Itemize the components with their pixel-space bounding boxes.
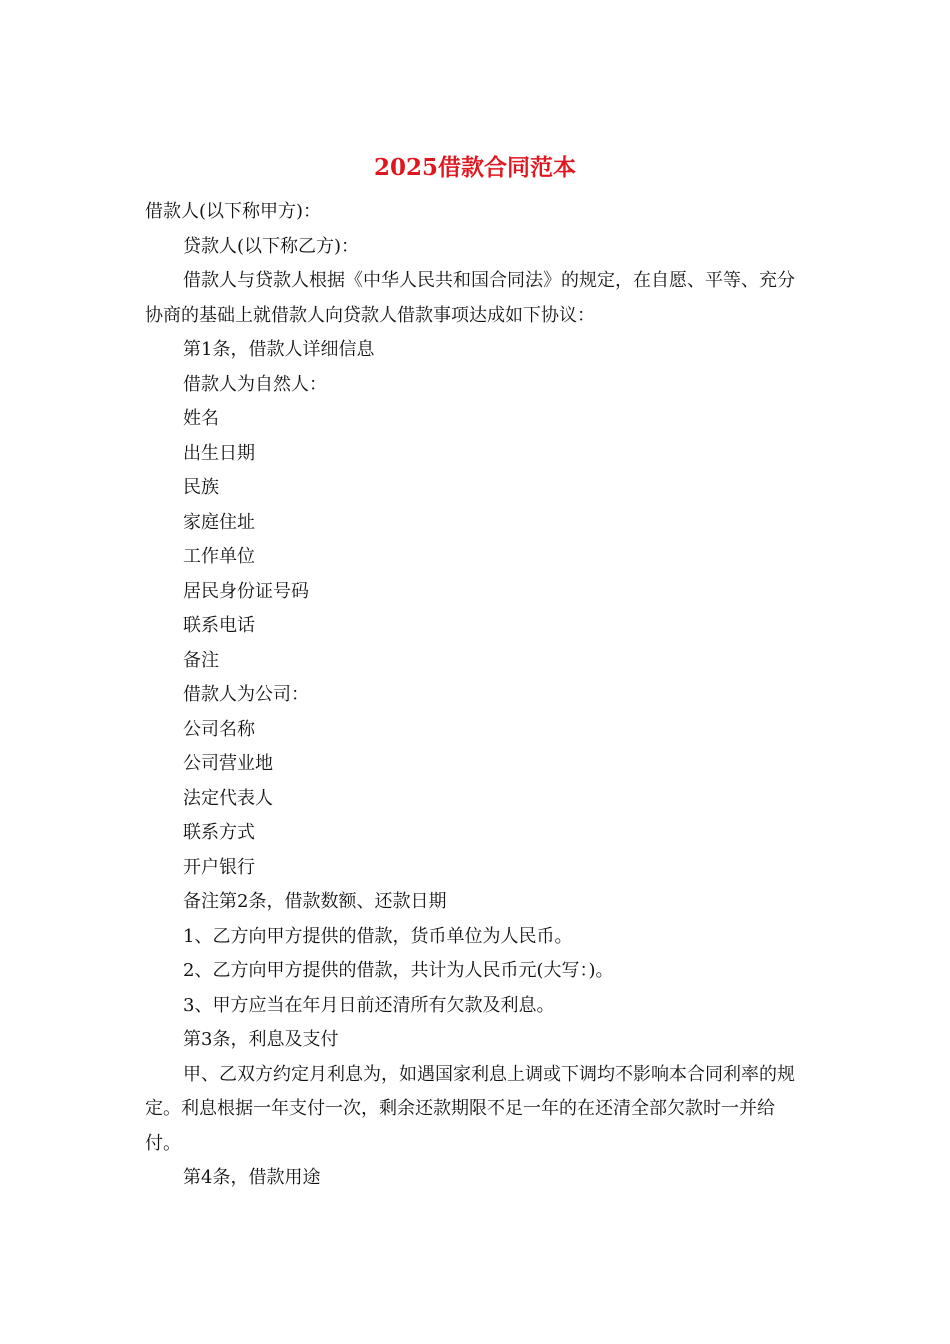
field-ethnicity: 民族	[183, 477, 219, 498]
paragraph-company: 借款人为公司：	[183, 684, 309, 705]
article-2-item-3: 3、甲方应当在年月日前还清所有欠款及利息。	[183, 994, 555, 1016]
article-4-heading: 第4条，借款用途	[183, 1167, 321, 1188]
field-employer: 工作单位	[183, 546, 255, 567]
paragraph-natural-person: 借款人为自然人：	[183, 373, 327, 395]
article-2-item-2: 2、乙方向甲方提供的借款，共计为人民币元(大写：)。	[183, 960, 614, 981]
field-name: 姓名	[183, 408, 219, 429]
field-birth-date: 出生日期	[183, 442, 255, 464]
field-id-number: 居民身份证号码	[183, 580, 309, 602]
field-remarks: 备注	[183, 649, 219, 671]
paragraph-preamble: 借款人与贷款人根据《中华人民共和国合同法》的规定，在自愿、平等、充分协商的基础上就借款人向贷款人借款事项达成如下协议：	[145, 270, 795, 326]
field-bank: 开户银行	[183, 856, 255, 878]
field-home-address: 家庭住址	[183, 511, 255, 533]
field-company-name: 公司名称	[183, 718, 255, 740]
field-company-location: 公司营业地	[183, 753, 273, 774]
article-2-item-1: 1、乙方向甲方提供的借款，货币单位为人民币。	[183, 925, 573, 947]
document-body	[145, 195, 805, 1196]
field-legal-representative: 法定代表人	[183, 787, 273, 809]
field-phone: 联系电话	[183, 615, 255, 636]
article-2-heading: 备注第2条，借款数额、还款日期	[183, 891, 447, 912]
field-contact: 联系方式	[183, 822, 255, 843]
article-3-heading: 第3条，利息及支付	[183, 1029, 339, 1050]
document-title: 2025借款合同范本	[373, 154, 576, 181]
article-3-body: 甲、乙双方约定月利息为，如遇国家利息上调或下调均不影响本合同利率的规定。利息根据一年支付一次，剩余还款期限不足一年的在还清全部欠款时一并给付。	[145, 1063, 795, 1154]
article-1-heading: 第1条，借款人详细信息	[183, 339, 375, 360]
paragraph-borrower: 借款人(以下称甲方)：	[145, 201, 322, 222]
paragraph-lender: 贷款人(以下称乙方)：	[183, 235, 360, 257]
